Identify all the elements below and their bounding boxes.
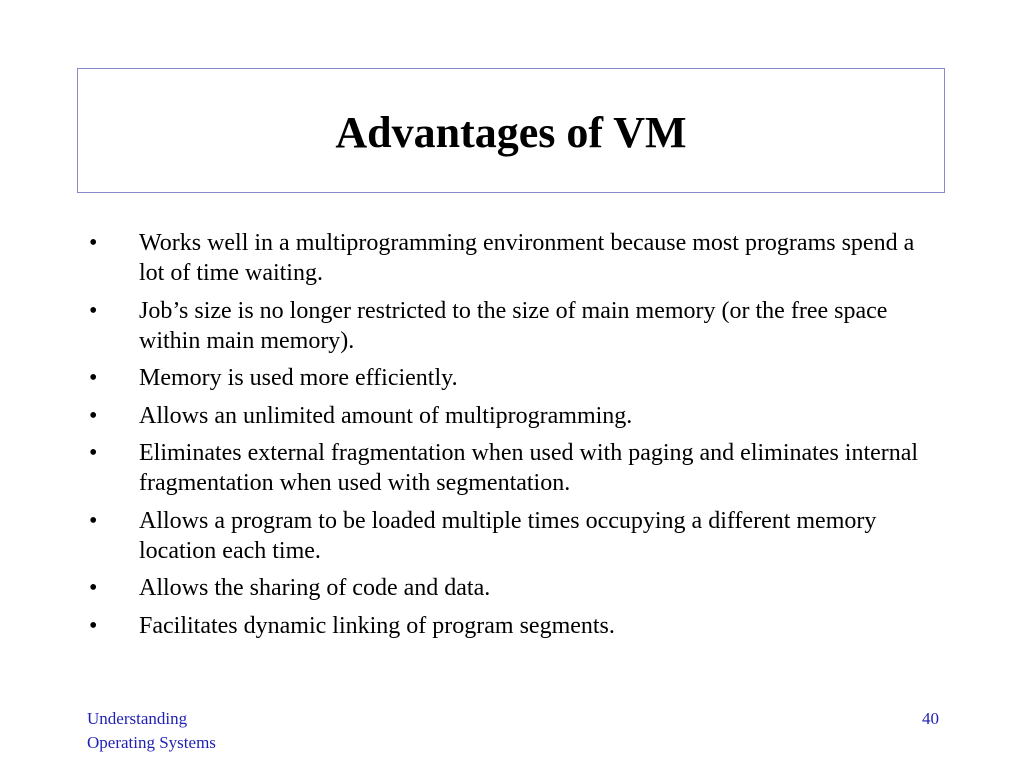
bullet-item [80, 573, 930, 603]
bullet-item [80, 611, 930, 641]
footer-course-title [87, 707, 216, 755]
bullet-text: Allows a program to be loaded multiple times occupying a different memory location each time. [139, 507, 877, 564]
bullet-text: Memory is used more efficiently. [139, 365, 458, 391]
bullet-item [80, 506, 930, 566]
title-box [77, 68, 945, 193]
slide-title: Advantages of VM [335, 107, 687, 157]
bullet-icon: • [89, 507, 98, 534]
bullet-item [80, 228, 930, 288]
bullet-text: Eliminates external fragmentation when used with paging and eliminates internal fragmentation when used with segmentation. [139, 440, 919, 496]
bullet-icon: • [89, 230, 98, 256]
bullet-icon: • [89, 575, 98, 601]
bullet-list [80, 228, 930, 648]
bullet-item [80, 363, 930, 393]
bullet-icon: • [89, 612, 98, 639]
bullet-icon: • [89, 440, 98, 466]
bullet-item [80, 296, 930, 356]
bullet-text: Job’s size is no longer restricted to the size of main memory (or the free space within main memory). [139, 297, 888, 354]
bullet-item [80, 401, 930, 431]
bullet-text: Allows the sharing of code and data. [139, 575, 491, 601]
footer-line-2: Operating Systems [87, 733, 216, 752]
page-number: 40 [922, 709, 939, 728]
bullet-text: Works well in a multiprogramming environment because most programs spend a lot of time waiting. [139, 230, 915, 286]
footer-line-1: Understanding [87, 709, 188, 728]
bullet-text: Allows an unlimited amount of multiprogramming. [139, 402, 633, 429]
bullet-item [80, 438, 930, 498]
bullet-icon: • [89, 297, 98, 324]
bullet-icon: • [89, 402, 98, 429]
bullet-icon: • [89, 365, 98, 391]
bullet-text: Facilitates dynamic linking of program segments. [139, 612, 615, 639]
